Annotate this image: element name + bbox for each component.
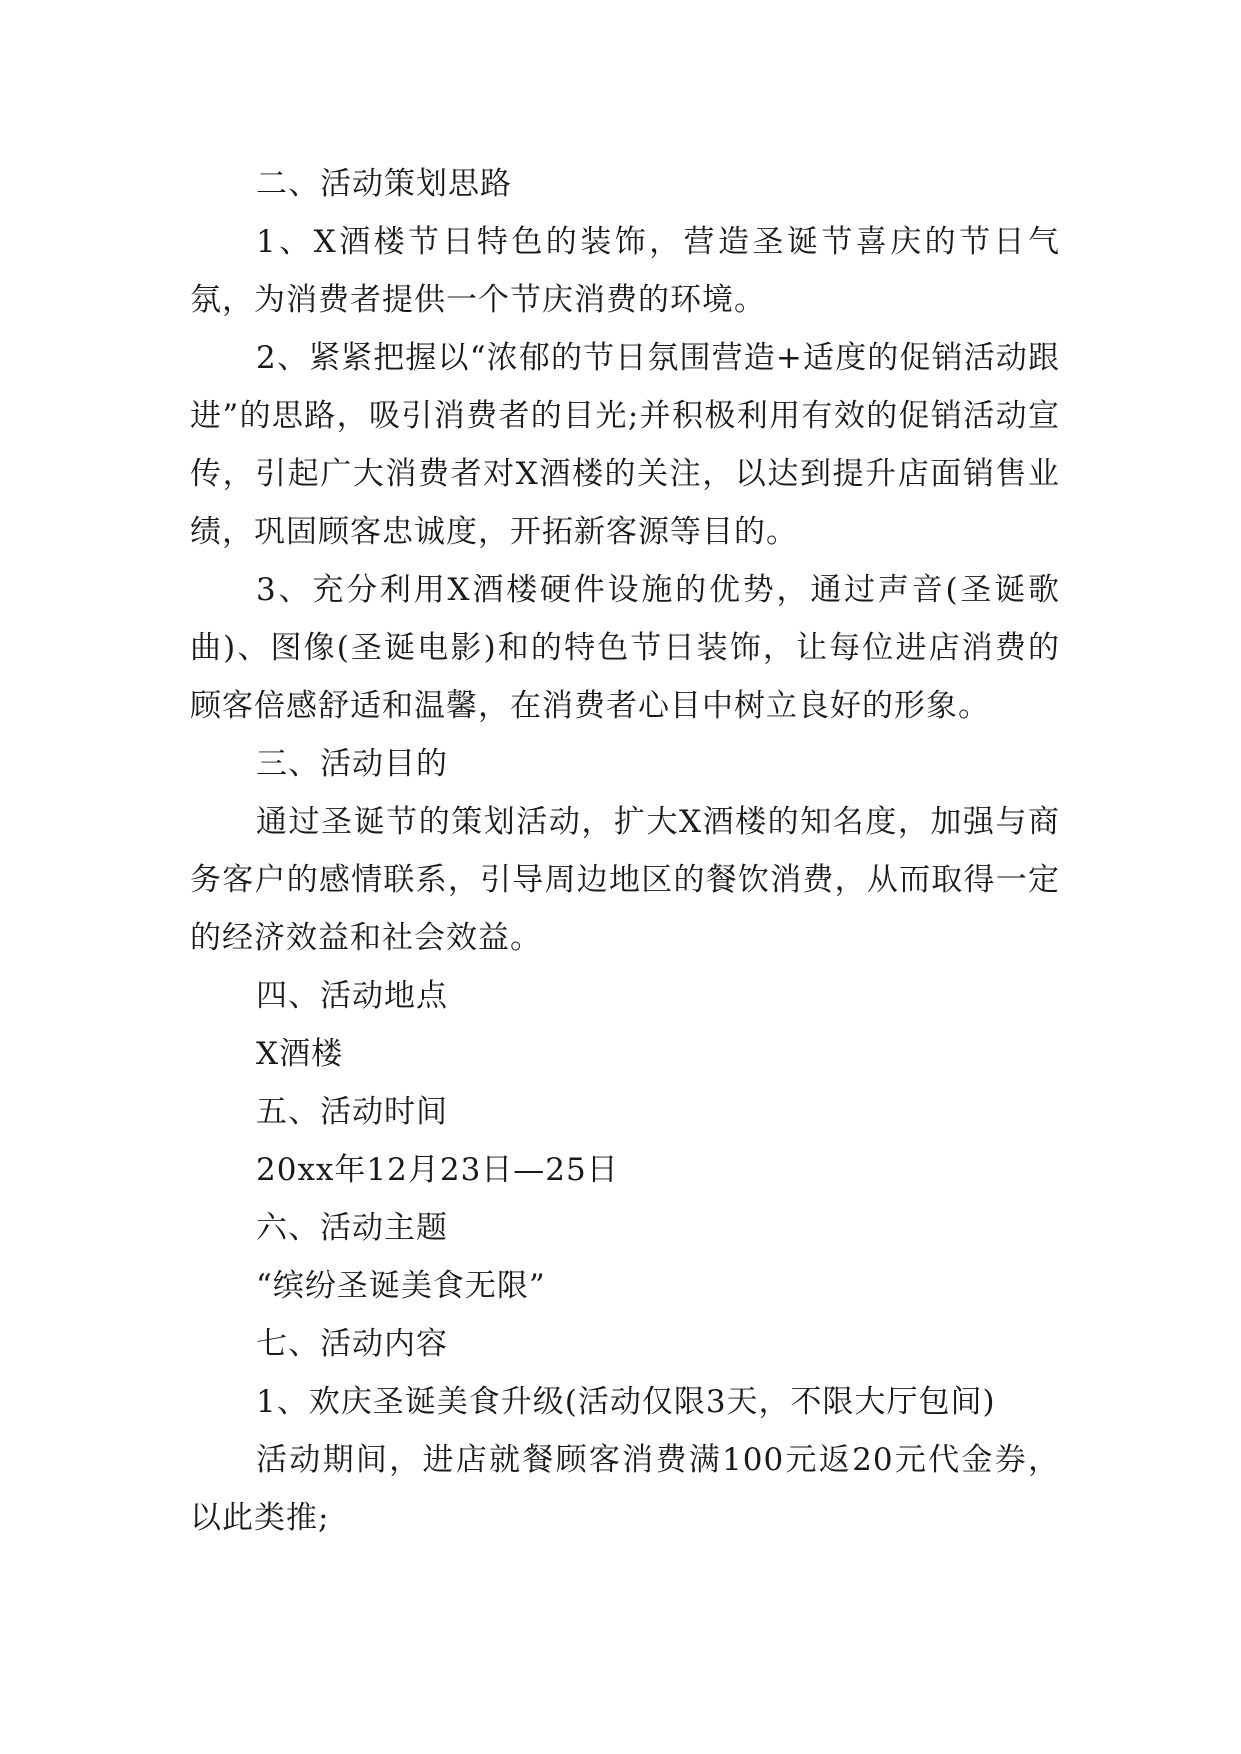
section-heading-location: 四、活动地点 (256, 978, 448, 1014)
paragraph-content-item-1: 1、欢庆圣诞美食升级(活动仅限3天，不限大厅包间) (256, 1384, 996, 1420)
paragraph-time: 20xx年12月23日—25日 (256, 1152, 619, 1188)
section-heading-time: 五、活动时间 (256, 1094, 448, 1130)
paragraph-idea-3: 3、充分利用X酒楼硬件设施的优势，通过声音(圣诞歌曲)、图像(圣诞电影)和的特色节日装饰，让每位进店消费的顾客倍感舒适和温馨，在消费者心目中树立良好的形象。 (190, 572, 1060, 724)
paragraph-location: X酒楼 (256, 1036, 344, 1072)
paragraph-theme: “缤纷圣诞美食无限” (256, 1268, 546, 1304)
paragraph-purpose: 通过圣诞节的策划活动，扩大X酒楼的知名度，加强与商务客户的感情联系，引导周边地区的餐饮消费，从而取得一定的经济效益和社会效益。 (190, 804, 1060, 956)
section-heading-purpose: 三、活动目的 (256, 746, 448, 782)
section-heading-theme: 六、活动主题 (256, 1210, 448, 1246)
paragraph-idea-1: 1、X酒楼节日特色的装饰，营造圣诞节喜庆的节日气氛，为消费者提供一个节庆消费的环境。 (190, 224, 1060, 318)
paragraph-idea-2: 2、紧紧把握以“浓郁的节日氛围营造+适度的促销活动跟进”的思路，吸引消费者的目光;并积极利用有效的促销活动宣传，引起广大消费者对X酒楼的关注，以达到提升店面销售业绩，巩固顾客忠诚度，开拓新客源等目的。 (190, 340, 1060, 550)
document-body (190, 155, 1060, 1547)
section-heading-planning-ideas: 二、活动策划思路 (256, 166, 512, 202)
section-heading-content: 七、活动内容 (256, 1326, 448, 1362)
paragraph-content-detail: 活动期间，进店就餐顾客消费满100元返20元代金券，以此类推; (190, 1442, 1060, 1536)
